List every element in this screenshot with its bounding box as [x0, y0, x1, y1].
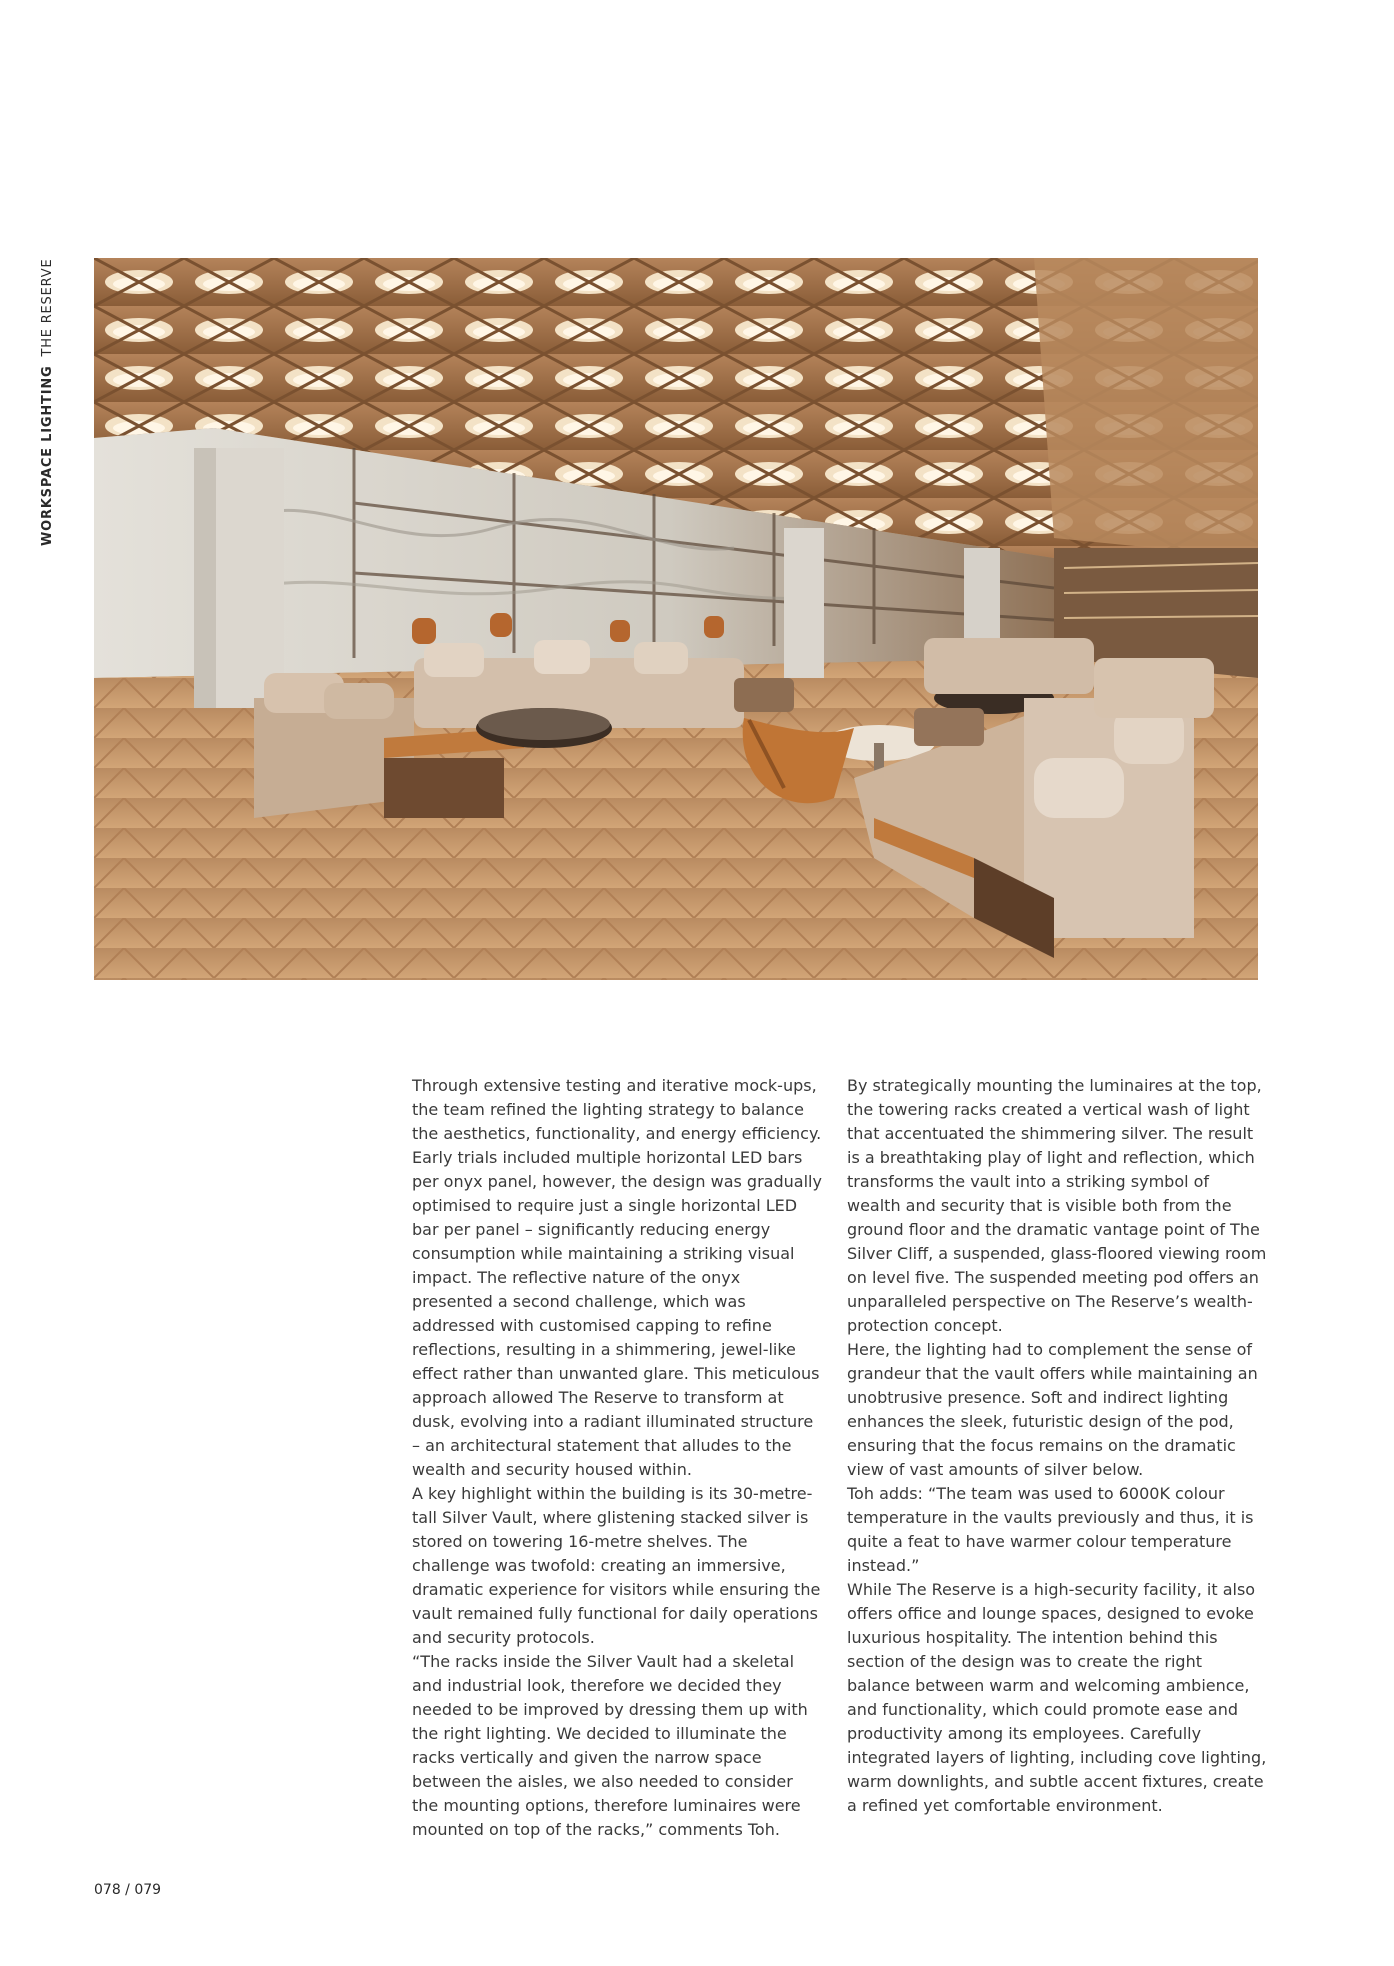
- paragraph: A key highlight within the building is its 30-metre-tall Silver Vault, where glistening stacked silver is stored on towering 16-metre shelves. The challenge was twofold: creating an immersive, dramatic experience for visitors while ensuring the vault remained fully functional for daily operations and security protocols.: [412, 1484, 821, 1647]
- paragraph: “The racks inside the Silver Vault had a skeletal and industrial look, therefore we decided they needed to be improved by dressing them up with the right lighting. We decided to illuminate the racks vertically and given the narrow space between the aisles, we also needed to consider the mounting options, therefore luminaires were mounted on top of the racks,” comments Toh.: [412, 1652, 808, 1839]
- paragraph: Here, the lighting had to complement the sense of grandeur that the vault offers while maintaining an unobtrusive presence. Soft and indirect lighting enhances the sleek, futuristic design of the pod, ensuring that the focus remains on the dramatic view of vast amounts of silver below.: [847, 1340, 1258, 1479]
- lounge-photo: [94, 258, 1258, 980]
- paragraph: While The Reserve is a high-security facility, it also offers office and lounge spaces, designed to evoke luxurious hospitality. The intention behind this section of the design was to create the right balance between warm and welcoming ambience, and functionality, which could promote ease and productivity among its employees. Carefully integrated layers of lighting, including cove lighting, warm downlights, and subtle accent fixtures, create a refined yet comfortable environment.: [847, 1580, 1267, 1815]
- paragraph: Toh adds: “The team was used to 6000K colour temperature in the vaults previously and thus, it is quite a feat to have warmer colour temperature instead.”: [847, 1484, 1254, 1575]
- running-header-subsection: THE RESERVE: [40, 258, 55, 357]
- page-number: 078 / 079: [94, 1882, 162, 1898]
- paragraph: By strategically mounting the luminaires at the top, the towering racks created a vertical wash of light that accentuated the shimmering silver. The result is a breathtaking play of light and reflection, which transforms the vault into a striking symbol of wealth and security that is visible both from the ground floor and the dramatic vantage point of The Silver Cliff, a suspended, glass-floored viewing room on level five. The suspended meeting pod offers an unparalleled perspective on The Reserve’s wealth-protection concept.: [847, 1076, 1267, 1335]
- paragraph: Through extensive testing and iterative mock-ups, the team refined the lighting strategy to balance the aesthetics, functionality, and energy efficiency. Early trials included multiple horizontal LED bars per onyx panel, however, the design was gradually optimised to require just a single horizontal LED bar per panel – significantly reducing energy consumption while maintaining a striking visual impact. The reflective nature of the onyx presented a second challenge, which was addressed with customised capping to refine reflections, resulting in a shimmering, jewel-like effect rather than unwanted glare. This meticulous approach allowed The Reserve to transform at dusk, evolving into a radiant illuminated structure – an architectural statement that alludes to the wealth and security housed within.: [412, 1076, 822, 1479]
- lounge-photo-illustration: [94, 258, 1258, 980]
- body-column-left: [412, 1074, 824, 1842]
- pillar-center: [784, 528, 824, 678]
- running-header-section: WORKSPACE LIGHTING: [40, 365, 55, 546]
- body-column-right: [847, 1074, 1267, 1818]
- running-header: [40, 259, 55, 546]
